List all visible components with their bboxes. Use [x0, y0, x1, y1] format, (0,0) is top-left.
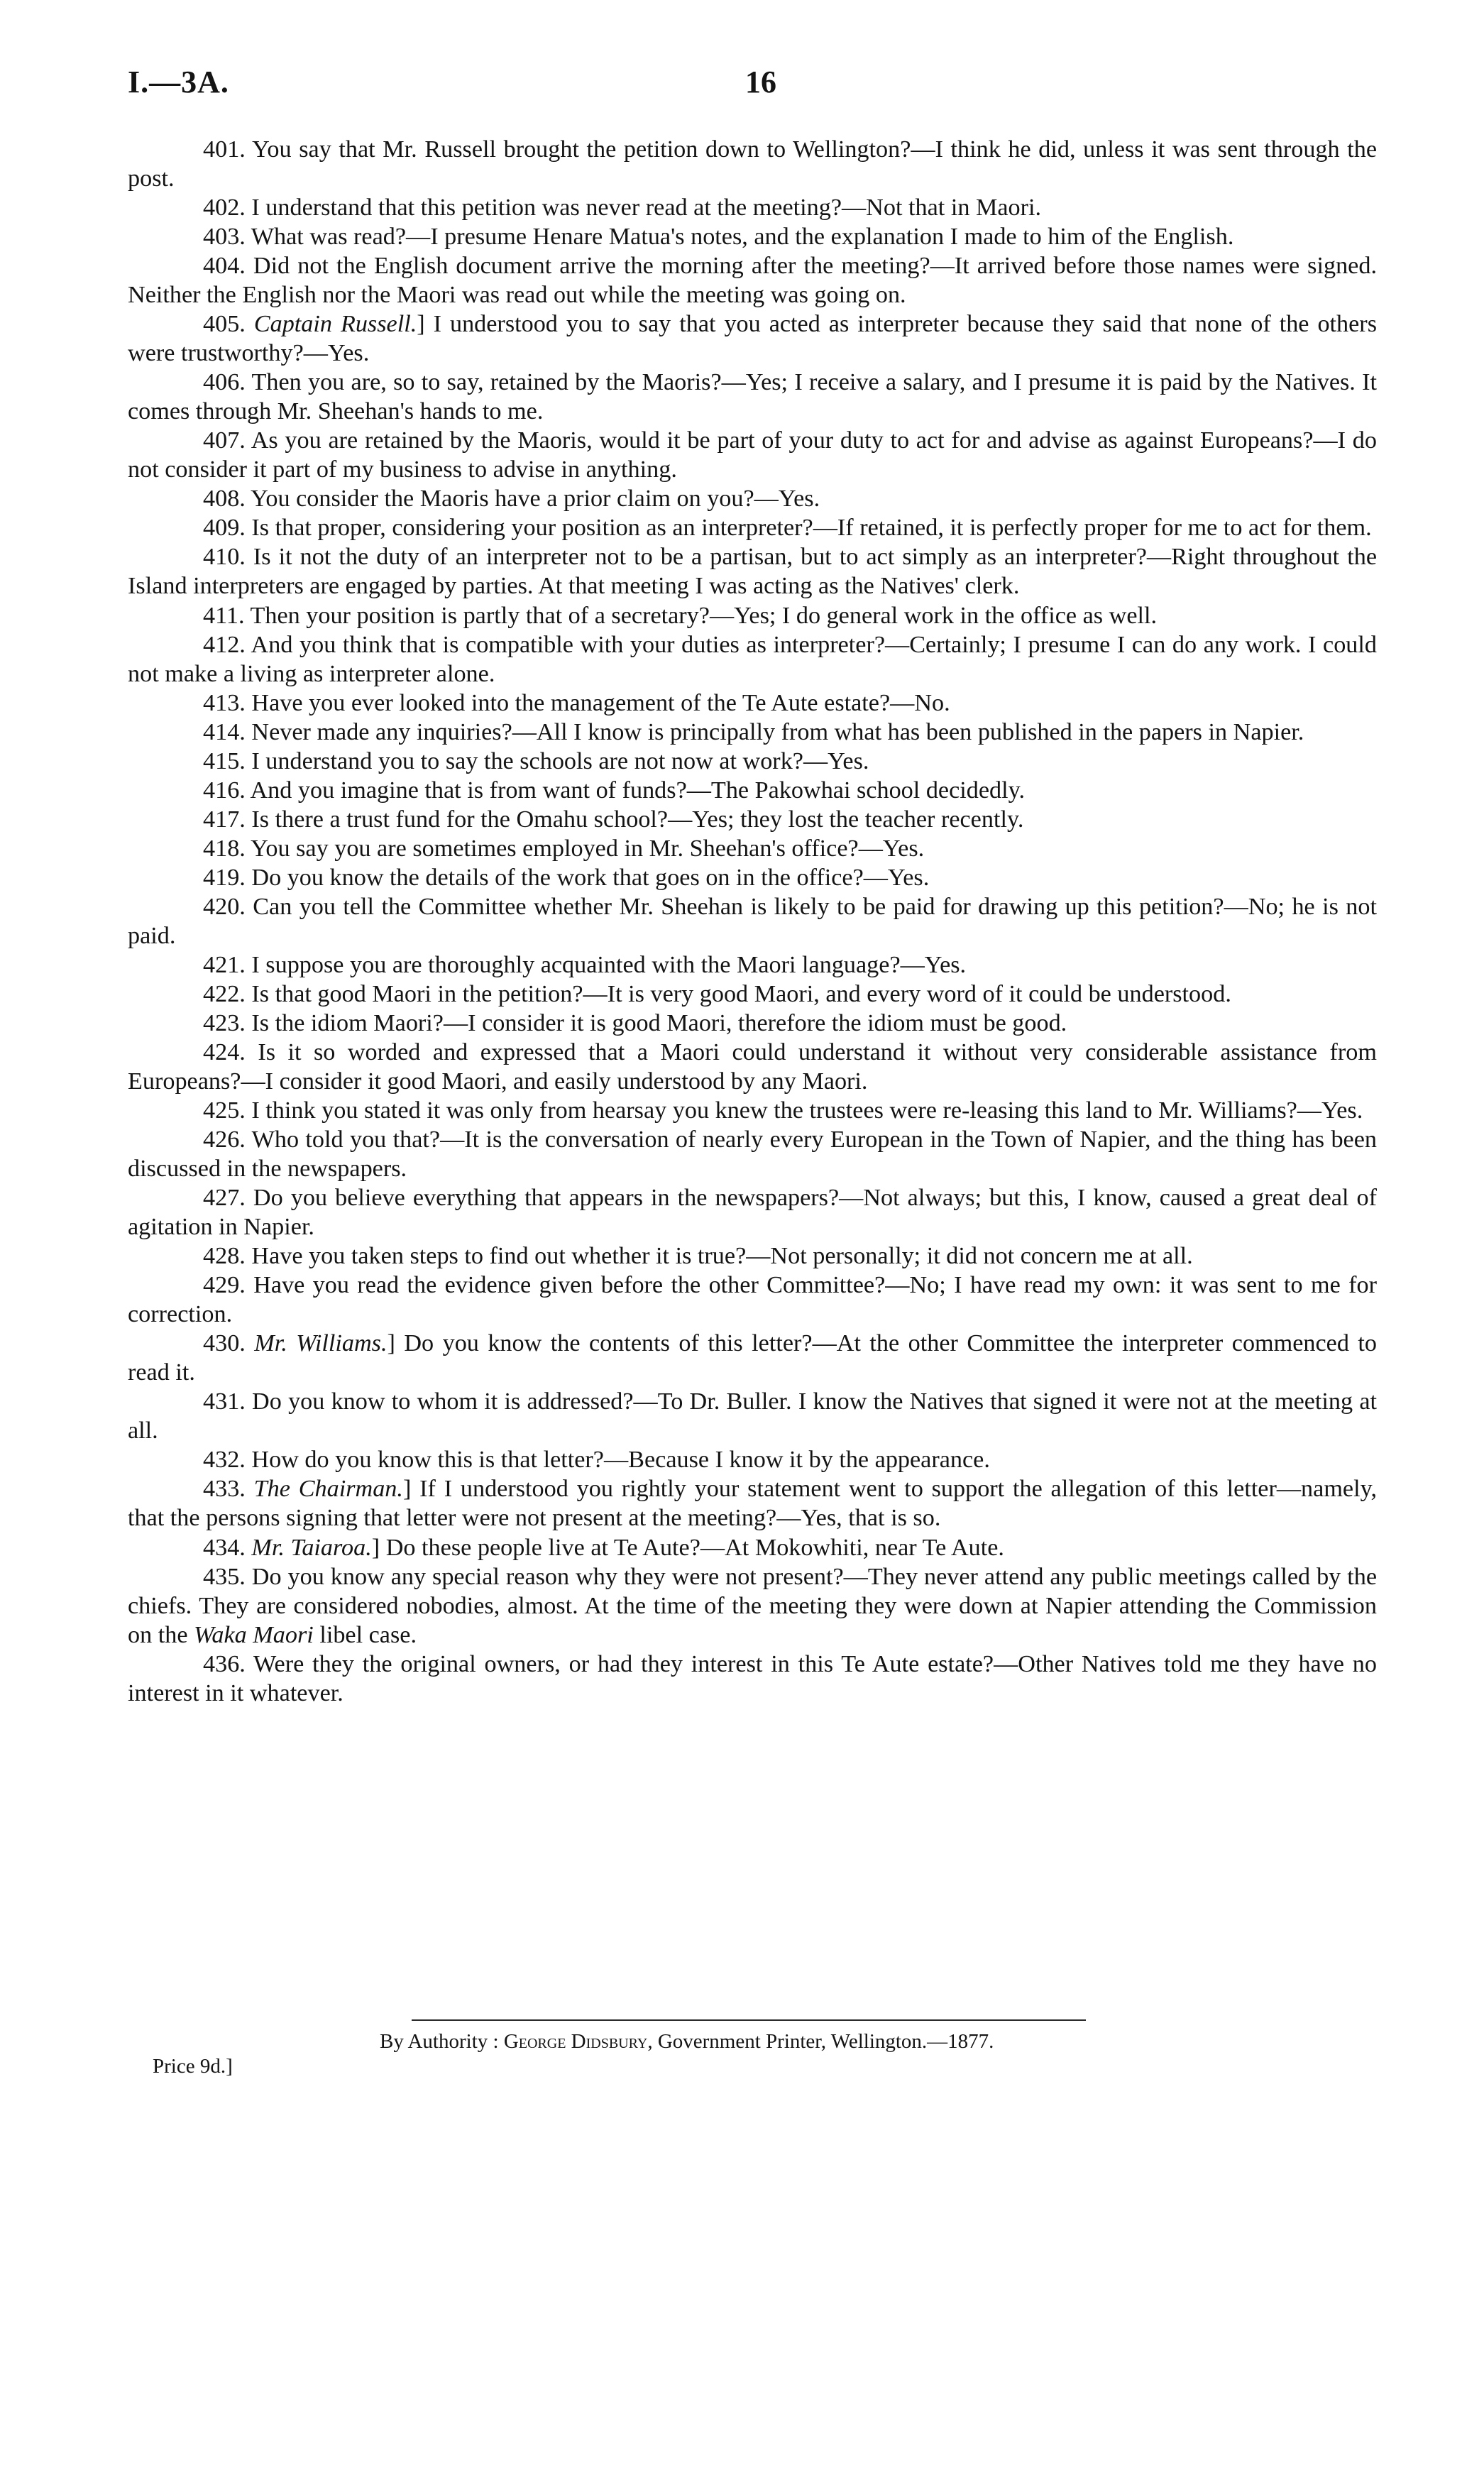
question-416: 416. And you imagine that is from want of funds?—The Pakowhai school decidedly.	[203, 777, 1026, 804]
question-407: 407. As you are retained by the Maoris, would it be part of your duty to act for and advise as against Europeans?—I do not consider it part of my business to advise in anything.	[128, 427, 1377, 483]
question-418: 418. You say you are sometimes employed in Mr. Sheehan's office?—Yes.	[203, 835, 925, 862]
question-421: 421. I suppose you are thoroughly acquainted with the Maori language?—Yes.	[203, 951, 967, 978]
printer-name: George Didsbury	[503, 2030, 648, 2053]
newspaper-title: Waka Maori	[194, 1621, 314, 1648]
question-406: 406. Then you are, so to say, retained by the Maoris?—Yes; I receive a salary, and I presume it is paid by the Natives. It comes through Mr. Sheehan's hands to me.	[128, 369, 1377, 425]
question-427: 427. Do you believe everything that appears in the newspapers?—Not always; but this, I know, caused a great deal of agitation in Napier.	[128, 1185, 1377, 1241]
speaker-name: The Chairman.	[253, 1476, 403, 1503]
speaker-name: Mr. Williams.	[254, 1330, 388, 1357]
question-423: 423. Is the idiom Maori?—I consider it is good Maori, therefore the idiom must be good.	[203, 1009, 1067, 1036]
price-label: Price 9d.]	[153, 2055, 233, 2078]
question-415: 415. I understand you to say the schools are not now at work?—Yes.	[203, 747, 869, 774]
question-408: 408. You consider the Maoris have a prior claim on you?—Yes.	[203, 486, 820, 512]
question-428: 428. Have you taken steps to find out whether it is true?—Not personally; it did not concern me at all.	[203, 1243, 1193, 1270]
question-433: 433. The Chairman.] If I understood you rightly your statement went to support the allegation of this letter—namely, that the persons signing that letter were not present at the meeting?—Yes, that is so.	[128, 1476, 1378, 1532]
question-405: 405. Captain Russell.] I understood you to say that you acted as interpreter because they said that none of the others were trustworthy?—Yes.	[128, 311, 1377, 367]
question-431: 431. Do you know to whom it is addressed?—To Dr. Buller. I know the Natives that signed it were not at the meeting at all.	[128, 1388, 1377, 1444]
question-403: 403. What was read?—I presume Henare Matua's notes, and the explanation I made to him of the English.	[203, 224, 1234, 251]
question-425: 425. I think you stated it was only from hearsay you knew the trustees were re-leasing this land to Mr. Williams?—Yes.	[203, 1097, 1363, 1124]
question-426: 426. Who told you that?—It is the conversation of nearly every European in the Town of Napier, and the thing has been discussed in the newspapers.	[128, 1126, 1377, 1183]
question-432: 432. How do you know this is that letter?—Because I know it by the appearance.	[203, 1447, 990, 1474]
page-number: 16	[745, 65, 776, 99]
question-422: 422. Is that good Maori in the petition?—It is very good Maori, and every word of it could be understood.	[203, 980, 1231, 1007]
footer-divider	[412, 2019, 1086, 2021]
evidence-body	[128, 135, 1377, 1708]
speaker-name: Captain Russell.	[253, 311, 417, 338]
question-429: 429. Have you read the evidence given before the other Committee?—No; I have read my own: it was sent to me for correction.	[128, 1272, 1377, 1328]
question-412: 412. And you think that is compatible with your duties as interpreter?—Certainly; I presume I can do any work. I could not make a living as interpreter alone.	[128, 631, 1377, 687]
question-420: 420. Can you tell the Committee whether Mr. Sheehan is likely to be paid for drawing up this petition?—No; he is not paid.	[128, 893, 1377, 949]
page-header	[128, 57, 1377, 114]
question-402: 402. I understand that this petition was never read at the meeting?—Not that in Maori.	[203, 194, 1042, 221]
question-434: 434. Mr. Taiaroa.] Do these people live at Te Aute?—At Mokowhiti, near Te Aute.	[203, 1534, 1004, 1561]
document-reference: I.—3A.	[128, 65, 229, 99]
question-401: 401. You say that Mr. Russell brought the petition down to Wellington?—I think he did, unless it was sent through the post.	[128, 136, 1377, 192]
question-411: 411. Then your position is partly that of a secretary?—Yes; I do general work in the office as well.	[203, 602, 1158, 629]
question-410: 410. Is it not the duty of an interpreter not to be a partisan, but to act simply as an interpreter?—Right throughout the Island interpreters are engaged by parties. At that meeting I was acting as the Natives' clerk.	[128, 544, 1377, 600]
speaker-name: Mr. Taiaroa.	[251, 1534, 372, 1561]
printer-imprint: By Authority : George Didsbury, Government Printer, Wellington.—1877.	[380, 2030, 994, 2053]
question-413: 413. Have you ever looked into the management of the Te Aute estate?—No.	[203, 689, 950, 716]
question-430: 430. Mr. Williams.] Do you know the contents of this letter?—At the other Committee the interpreter commenced to read it.	[128, 1330, 1377, 1386]
question-417: 417. Is there a trust fund for the Omahu school?—Yes; they lost the teacher recently.	[203, 806, 1024, 833]
question-419: 419. Do you know the details of the work that goes on in the office?—Yes.	[203, 864, 930, 891]
question-424: 424. Is it so worded and expressed that a Maori could understand it without very considerable assistance from Europeans?—I consider it good Maori, and easily understood by any Maori.	[128, 1038, 1377, 1095]
question-436: 436. Were they the original owners, or had they interest in this Te Aute estate?—Other Natives told me they have no interest in it whatever.	[128, 1650, 1377, 1706]
question-409: 409. Is that proper, considering your position as an interpreter?—If retained, it is perfectly proper for me to act for them.	[203, 515, 1372, 542]
question-404: 404. Did not the English document arrive the morning after the meeting?—It arrived before those names were signed. Neither the English nor the Maori was read out while the meeting was going on.	[128, 253, 1377, 309]
question-414: 414. Never made any inquiries?—All I know is principally from what has been published in the papers in Napier.	[203, 718, 1304, 745]
question-435: 435. Do you know any special reason why they were not present?—They never attend any public meetings called by the chiefs. They are considered nobodies, almost. At the time of the meeting they were down at Napier attending the Commission on the Waka Maori libel case.	[128, 1563, 1377, 1648]
